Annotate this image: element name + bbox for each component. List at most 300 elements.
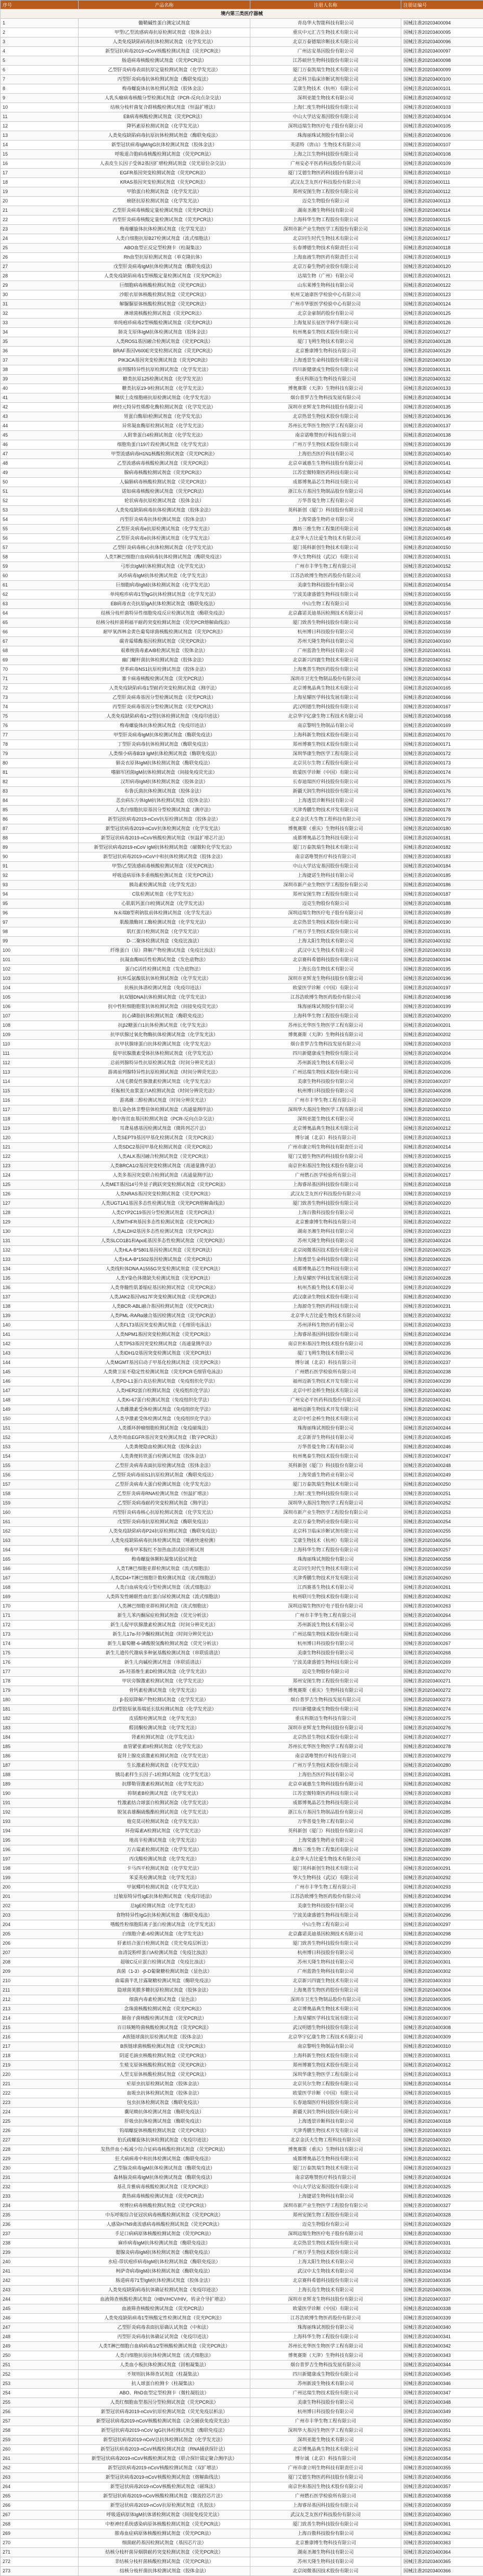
table-row — [1, 1827, 483, 1836]
cell-product-name: EB病毒核酸检测试剂盒（荧光PCR法） — [79, 112, 250, 122]
cell-number: 261 — [1, 2454, 79, 2464]
cell-product-name: 真菌（1-3）-β-D葡聚糖检测试剂盒（显色法） — [79, 1967, 250, 1976]
table-row — [1, 1040, 483, 1049]
cell-registrant: 广州市康立明生物科技有限责任公司 — [250, 2464, 401, 2473]
cell-number: 31 — [1, 300, 79, 309]
cell-registration-number: 国械注准20203400194 — [401, 955, 483, 965]
cell-number: 33 — [1, 318, 79, 328]
cell-registration-number: 国械注准20203400246 — [401, 1443, 483, 1452]
cell-product-name: 环孢霉素A检测试剂盒（化学发光法） — [79, 1827, 250, 1836]
table-row — [1, 1096, 483, 1105]
table-row — [1, 1986, 483, 1995]
cell-product-name: 呼吸道病原体多重核酸检测试剂盒（荧光PCR法） — [79, 871, 250, 881]
cell-product-name: 新型冠状病毒2019-nCoV抗原检测试剂盒（荧光免疫层析法） — [79, 2407, 250, 2417]
cell-registrant: 重庆中元汇吉生物技术有限公司 — [250, 28, 401, 37]
table-row — [1, 1714, 483, 1724]
table-row — [1, 1180, 483, 1190]
cell-registrant: 长春迪瑞医疗科技股份有限公司 — [250, 2098, 401, 2108]
cell-number: 254 — [1, 2389, 79, 2398]
table-row — [1, 2108, 483, 2117]
table-row — [1, 965, 483, 974]
cell-registration-number: 国械注准20203400167 — [401, 703, 483, 712]
cell-number: 217 — [1, 2042, 79, 2051]
table-row — [1, 384, 483, 393]
cell-product-name: 乙型肝炎病毒表面抗原检测试剂盒（胶体金法） — [79, 1461, 250, 1471]
cell-product-name: 抑制素B检测试剂盒（化学发光法） — [79, 1789, 250, 1799]
cell-registration-number: 国械注准20203400156 — [401, 600, 483, 609]
cell-registration-number: 国械注准20203400204 — [401, 1049, 483, 1059]
cell-registrant: 上海星耀医学科技发展有限公司 — [250, 2014, 401, 2023]
cell-registrant: 万华普曼生物工程有限公司 — [250, 1817, 401, 1827]
table-row — [1, 1892, 483, 1902]
table-row — [1, 403, 483, 412]
table-row — [1, 787, 483, 796]
cell-registrant: 北京卓诚惠生生物科技股份有限公司 — [250, 1780, 401, 1789]
cell-registration-number: 国械注准20203400112 — [401, 187, 483, 197]
cell-number: 208 — [1, 1958, 79, 1967]
cell-number: 230 — [1, 2164, 79, 2173]
cell-registration-number: 国械注准20203400184 — [401, 862, 483, 871]
cell-registration-number: 国械注准20203400321 — [401, 2145, 483, 2154]
table-row — [1, 2492, 483, 2501]
cell-registration-number: 国械注准20203400340 — [401, 2323, 483, 2332]
cell-number: 229 — [1, 2154, 79, 2164]
cell-number: 80 — [1, 759, 79, 768]
cell-number: 271 — [1, 2548, 79, 2557]
cell-product-name: 人类阵发性睡眠性血红蛋白尿检测试剂盒（流式细胞法） — [79, 1592, 250, 1602]
cell-number: 237 — [1, 2229, 79, 2239]
table-row — [1, 1995, 483, 2005]
table-row — [1, 2276, 483, 2286]
cell-registrant: 杭州博日科技股份有限公司 — [250, 1087, 401, 1096]
cell-registration-number: 国械注准20203400171 — [401, 740, 483, 749]
cell-registrant: 郑州安图生物工程股份有限公司 — [250, 1677, 401, 1686]
table-body — [1, 9, 483, 2576]
cell-registration-number: 国械注准20203400168 — [401, 712, 483, 721]
cell-number: 188 — [1, 1770, 79, 1780]
cell-registration-number: 国械注准20203400291 — [401, 1864, 483, 1873]
cell-number: 75 — [1, 712, 79, 721]
cell-number: 272 — [1, 2557, 79, 2567]
cell-registrant: 广州万孚生物技术股份有限公司 — [250, 1761, 401, 1770]
table-row — [1, 234, 483, 244]
table-row — [1, 1227, 483, 1236]
table-row — [1, 2417, 483, 2426]
table-row — [1, 2023, 483, 2033]
cell-number: 125 — [1, 1180, 79, 1190]
cell-product-name: 人偏肺病毒核酸检测试剂盒（荧光PCR法） — [79, 478, 250, 487]
table-row — [1, 852, 483, 862]
cell-registration-number: 国械注准20203400222 — [401, 1218, 483, 1227]
cell-registration-number: 国械注准20203400200 — [401, 1012, 483, 1021]
cell-product-name: 人类免疫缺陷病毒1型耐药突变检测试剂盒（测序法） — [79, 684, 250, 693]
cell-product-name: 埃博拉病毒核酸检测试剂盒（荧光PCR法） — [79, 2201, 250, 2211]
cell-product-name: 甲型流感病毒H1N1核酸检测试剂盒（荧光PCR法） — [79, 450, 250, 459]
cell-number: 63 — [1, 600, 79, 609]
cell-number: 162 — [1, 1527, 79, 1536]
cell-product-name: 人类白细胞抗原抗体检测试剂盒（流式细胞法） — [79, 2351, 250, 2361]
cell-registrant: 成都博奥晶芯生物科技有限公司 — [250, 1265, 401, 1274]
cell-product-name: 新生儿苯丙酮尿症检测试剂盒（荧光分析法） — [79, 1611, 250, 1621]
cell-registration-number: 国械注准20203400276 — [401, 1724, 483, 1733]
cell-registration-number: 国械注准20203400179 — [401, 815, 483, 824]
cell-number: 259 — [1, 2435, 79, 2445]
cell-registration-number: 国械注准20203400328 — [401, 2211, 483, 2220]
table-row — [1, 562, 483, 571]
cell-number: 36 — [1, 347, 79, 356]
cell-registrant: 成都博奥晶芯生物科技有限公司 — [250, 834, 401, 843]
table-row — [1, 1218, 483, 1227]
cell-product-name: 总前列腺特异性抗原检测试剂盒（时间分辨荧光法） — [79, 1059, 250, 1068]
table-row — [1, 1508, 483, 1517]
cell-registration-number: 国械注准20203400178 — [401, 806, 483, 815]
cell-registrant: 珠海丽珠试剂股份有限公司 — [250, 131, 401, 141]
cell-product-name: 过敏原特异性IgE抗体检测试剂盒（免疫印迹法） — [79, 1892, 250, 1902]
cell-registrant: 郑州安图生物工程股份有限公司 — [250, 890, 401, 899]
cell-number: 115 — [1, 1087, 79, 1096]
cell-number: 152 — [1, 1433, 79, 1443]
cell-registrant: 上海仁度生物科技股份有限公司 — [250, 103, 401, 112]
cell-number: 225 — [1, 2117, 79, 2126]
cell-registration-number: 国械注准20203400192 — [401, 937, 483, 946]
cell-registrant: 福州迈新生物技术开发有限公司 — [250, 1377, 401, 1386]
cell-number: 76 — [1, 721, 79, 731]
cell-number: 171 — [1, 1611, 79, 1621]
table-row — [1, 731, 483, 740]
table-row — [1, 2061, 483, 2070]
cell-number: 256 — [1, 2407, 79, 2417]
table-row — [1, 2005, 483, 2014]
cell-product-name: 黄热病毒核酸检测试剂盒（荧光PCR法） — [79, 2192, 250, 2201]
cell-product-name: 巨细胞病毒核酸检测试剂盒（荧光PCR法） — [79, 281, 250, 290]
cell-registration-number: 国械注准20203400172 — [401, 749, 483, 759]
cell-product-name: 血液筛查核酸检测试剂盒（荧光PCR法） — [79, 2304, 250, 2314]
cell-registrant: 广州市康立明生物科技有限责任公司 — [250, 1143, 401, 1152]
cell-product-name: 他克莫司检测试剂盒（化学发光法） — [79, 1817, 250, 1827]
cell-registration-number: 国械注准20203400182 — [401, 843, 483, 852]
cell-registration-number: 国械注准20203400124 — [401, 300, 483, 309]
cell-number: 252 — [1, 2370, 79, 2379]
cell-product-name: BRAF基因V600E突变检测试剂盒（荧光PCR法） — [79, 347, 250, 356]
cell-number: 56 — [1, 534, 79, 543]
cell-registration-number: 国械注准20203400252 — [401, 1499, 483, 1508]
cell-registrant: 迈克生物股份有限公司 — [250, 899, 401, 909]
cell-registration-number: 国械注准20203400226 — [401, 1255, 483, 1265]
cell-product-name: 肌红蛋白检测试剂盒（化学发光法） — [79, 927, 250, 937]
cell-registrant: 湖南圣湘生物科技有限公司 — [250, 1227, 401, 1236]
cell-registrant: 武汉中太生物技术有限公司 — [250, 2267, 401, 2276]
cell-product-name: 胰岛素检测试剂盒（化学发光法） — [79, 881, 250, 890]
cell-registration-number: 国械注准20203400108 — [401, 150, 483, 159]
cell-number: 4 — [1, 47, 79, 56]
cell-registrant: 上海科华生物工程股份有限公司 — [250, 1546, 401, 1555]
cell-registrant: 江苏浩欧博生物医药股份有限公司 — [250, 571, 401, 581]
cell-registration-number: 国械注准20203400339 — [401, 2314, 483, 2323]
cell-product-name: 人类HLA-B*5801基因检测试剂盒（荧光PCR法） — [79, 1246, 250, 1255]
cell-product-name: 丙戊酸检测试剂盒（化学发光法） — [79, 1855, 250, 1864]
table-row — [1, 1536, 483, 1546]
cell-number: 21 — [1, 206, 79, 215]
cell-registration-number: 国械注准20203400196 — [401, 974, 483, 984]
table-row — [1, 1855, 483, 1864]
cell-product-name: 结核分枝杆菌异烟肼耐药突变检测试剂盒（荧光PCR法） — [79, 2548, 250, 2557]
cell-registration-number: 国械注准20203400249 — [401, 1471, 483, 1480]
cell-registrant: 北京新羿生物科技有限公司 — [250, 1433, 401, 1443]
table-row — [1, 646, 483, 656]
cell-product-name: A族链球菌抗原检测试剂盒（胶体金法） — [79, 2033, 250, 2042]
cell-number: 90 — [1, 852, 79, 862]
table-row — [1, 909, 483, 918]
cell-number: 109 — [1, 1030, 79, 1040]
cell-number: 203 — [1, 1911, 79, 1920]
cell-product-name: 诺如病毒核酸检测试剂盒（荧光PCR法） — [79, 487, 250, 496]
cell-registration-number: 国械注准20203400134 — [401, 393, 483, 403]
cell-registrant: 珠海丽珠试剂股份有限公司 — [250, 2323, 401, 2332]
cell-registrant: 杭州博日科技股份有限公司 — [250, 1948, 401, 1958]
cell-registration-number: 国械注准20203400221 — [401, 1208, 483, 1218]
cell-product-name: 单纯疱疹病毒1型IgG抗体检测试剂盒（化学发光法） — [79, 590, 250, 600]
cell-registration-number: 国械注准20203400250 — [401, 1480, 483, 1489]
table-row — [1, 75, 483, 84]
table-row — [1, 1115, 483, 1124]
cell-product-name: 疟原虫抗原检测试剂盒（胶体金法） — [79, 2080, 250, 2089]
cell-registrant: 北京雅康博生物科技有限公司 — [250, 1218, 401, 1227]
cell-number: 67 — [1, 637, 79, 646]
cell-number: 166 — [1, 1564, 79, 1574]
cell-registration-number: 国械注准20203400258 — [401, 1555, 483, 1564]
table-row — [1, 1546, 483, 1555]
cell-number: 164 — [1, 1546, 79, 1555]
cell-number: 17 — [1, 169, 79, 178]
cell-registration-number: 国械注准20203400101 — [401, 84, 483, 94]
cell-number: 260 — [1, 2445, 79, 2454]
cell-registration-number: 国械注准20203400253 — [401, 1508, 483, 1517]
table-row — [1, 1021, 483, 1030]
cell-registration-number: 国械注准20203400129 — [401, 347, 483, 356]
cell-registration-number: 国械注准20203400206 — [401, 1068, 483, 1077]
table-row — [1, 806, 483, 815]
cell-registrant: 长春博德生物技术有限责任公司 — [250, 244, 401, 253]
cell-registration-number: 国械注准20203400163 — [401, 665, 483, 674]
cell-number: 191 — [1, 1799, 79, 1808]
table-row — [1, 2220, 483, 2229]
cell-registrant: 深圳市亚辉龙生物科技股份有限公司 — [250, 2295, 401, 2304]
cell-number: 176 — [1, 1658, 79, 1667]
cell-registrant: 上海星耀医学科技发展有限公司 — [250, 693, 401, 703]
cell-registrant: 杭州联川生物技术股份有限公司 — [250, 1592, 401, 1602]
cell-product-name: 纤维蛋白（原）降解产物检测试剂盒（免疫比浊法） — [79, 946, 250, 955]
cell-registration-number: 国械注准20203400326 — [401, 2192, 483, 2201]
cell-product-name: 地中海贫血基因检测试剂盒（PCR-反向点杂交法） — [79, 1115, 250, 1124]
cell-registration-number: 国械注准20203400138 — [401, 431, 483, 440]
cell-registration-number: 国械注准20203400117 — [401, 234, 483, 244]
cell-product-name: 人类MET基因14号外显子跳跃突变检测试剂盒（荧光PCR法） — [79, 1180, 250, 1190]
cell-product-name: 总IgE检测试剂盒（化学发光法） — [79, 1902, 250, 1911]
cell-number: 133 — [1, 1255, 79, 1265]
cell-product-name: 柯萨奇病毒IgM抗体检测试剂盒（酶联免疫法） — [79, 2267, 250, 2276]
cell-number: 234 — [1, 2201, 79, 2211]
table-row — [1, 393, 483, 403]
cell-registrant: 苏州长光华医生物医学工程有限公司 — [250, 1742, 401, 1752]
cell-registration-number: 国械注准20203400365 — [401, 2557, 483, 2567]
cell-registration-number: 国械注准20203400151 — [401, 553, 483, 562]
cell-product-name: 新型冠状病毒2019-nCoV核酸检测试剂盒（荧光PCR法） — [79, 47, 250, 56]
cell-product-name: 登革病毒NS1抗原检测试剂盒（胶体金法） — [79, 665, 250, 674]
cell-product-name: 肝素结合蛋白检测试剂盒（荧光免疫层析法） — [79, 1939, 250, 1948]
table-row — [1, 955, 483, 965]
cell-registration-number: 国械注准20203400105 — [401, 122, 483, 131]
cell-product-name: 人类免疫缺陷病毒1+2型抗体检测试剂盒（免疫印迹法） — [79, 712, 250, 721]
cell-registrant: 上海太阳生物技术有限公司 — [250, 2258, 401, 2267]
cell-registration-number: 国械注准20203400229 — [401, 1283, 483, 1293]
cell-registrant: 北京科卫临床诊断试剂有限公司 — [250, 75, 401, 84]
cell-registration-number: 国械注准20203400314 — [401, 2080, 483, 2089]
cell-registration-number: 国械注准20203400203 — [401, 1040, 483, 1049]
cell-product-name: 肌酸激酶同工酶检测试剂盒（化学发光法） — [79, 918, 250, 927]
cell-registration-number: 国械注准20203400110 — [401, 169, 483, 178]
cell-registration-number: 国械注准20203400236 — [401, 1349, 483, 1358]
cell-product-name: 寨卡病毒核酸检测试剂盒（荧光PCR法） — [79, 674, 250, 684]
cell-product-name: 人类循环肿瘤细胞检测试剂盒（免疫磁珠法） — [79, 1424, 250, 1433]
table-row — [1, 2229, 483, 2239]
cell-number: 128 — [1, 1208, 79, 1218]
table-row — [1, 1396, 483, 1405]
cell-registrant: 厦门英科新创生物技术有限公司 — [250, 543, 401, 553]
table-row — [1, 37, 483, 47]
table-row — [1, 1976, 483, 1986]
cell-registration-number: 国械注准20203400232 — [401, 1311, 483, 1321]
cell-registration-number: 国械注准20203400290 — [401, 1855, 483, 1864]
cell-number: 243 — [1, 2286, 79, 2295]
table-row — [1, 674, 483, 684]
cell-registration-number: 国械注准20203400261 — [401, 1583, 483, 1592]
cell-registration-number: 国械注准20203400186 — [401, 881, 483, 890]
cell-registrant: 上海科华生物工程股份有限公司 — [250, 1012, 401, 1021]
cell-number: 19 — [1, 187, 79, 197]
cell-product-name: 新型冠状病毒2019-nCoV抗原检测试剂盒（乳胶法） — [79, 2501, 250, 2510]
cell-number: 7 — [1, 75, 79, 84]
cell-registration-number: 国械注准20203400360 — [401, 2510, 483, 2520]
cell-registrant: 广州燃石医学检验所有限公司 — [250, 1171, 401, 1180]
cell-number: 168 — [1, 1583, 79, 1592]
cell-number: 68 — [1, 646, 79, 656]
cell-number: 94 — [1, 890, 79, 899]
cell-product-name: 皮质醇检测试剂盒（化学发光法） — [79, 1714, 250, 1724]
cell-product-name: 人类线粒体DNA A1555G突变检测试剂盒（荧光PCR法） — [79, 1265, 250, 1274]
cell-product-name: 人类Y染色体微缺失检测试剂盒（荧光PCR法） — [79, 1274, 250, 1283]
table-row — [1, 1087, 483, 1096]
cell-product-name: 甲胎蛋白检测试剂盒（化学发光法） — [79, 187, 250, 197]
cell-number: 93 — [1, 881, 79, 890]
cell-product-name: 性激素结合球蛋白检测试剂盒（化学发光法） — [79, 1799, 250, 1808]
cell-registrant: 美康生物科技股份有限公司 — [250, 2398, 401, 2407]
table-row — [1, 1789, 483, 1799]
cell-product-name: 甲氨蝶呤检测试剂盒（化学发光法） — [79, 1883, 250, 1892]
table-row — [1, 2258, 483, 2267]
cell-registration-number: 国械注准20203400336 — [401, 2286, 483, 2295]
cell-registrant: 上海透景生命科技股份有限公司 — [250, 1255, 401, 1265]
cell-registrant: 上海捷诺生物科技有限公司 — [250, 2192, 401, 2201]
cell-registrant: 新疆天润生物科技股份有限公司 — [250, 787, 401, 796]
table-row — [1, 187, 483, 197]
cell-product-name: Rh血型抗原检测试剂盒（单克隆抗体） — [79, 253, 250, 262]
cell-registrant: 武汉康录生物技术股份有限公司 — [250, 1293, 401, 1302]
cell-registrant: 英科新创（厦门）科技股份有限公司 — [250, 1827, 401, 1836]
table-row — [1, 740, 483, 749]
cell-product-name: 人类雌激素受体检测试剂盒（免疫组织化学法） — [79, 1405, 250, 1414]
table-row — [1, 2154, 483, 2164]
cell-product-name: 人类JAK2基因V617F突变检测试剂盒（荧光PCR法） — [79, 1293, 250, 1302]
table-row — [1, 2164, 483, 2173]
cell-number: 96 — [1, 909, 79, 918]
table-row — [1, 422, 483, 431]
cell-registrant: 上海科华生物工程股份有限公司 — [250, 2332, 401, 2342]
cell-registration-number: 国械注准20203400149 — [401, 534, 483, 543]
table-row — [1, 937, 483, 946]
cell-registration-number: 国械注准20203400266 — [401, 1630, 483, 1639]
cell-registration-number: 国械注准20203400121 — [401, 272, 483, 281]
cell-number: 268 — [1, 2520, 79, 2529]
cell-number: 231 — [1, 2173, 79, 2183]
cell-registration-number: 国械注准20203400310 — [401, 2042, 483, 2051]
cell-product-name: 脱氢表雄酮硫酸酯检测试剂盒（化学发光法） — [79, 1808, 250, 1817]
table-row — [1, 2379, 483, 2389]
cell-registration-number: 国械注准20203400293 — [401, 1883, 483, 1892]
cell-registration-number: 国械注准20203400366 — [401, 2567, 483, 2576]
cell-registration-number: 国械注准20203400177 — [401, 796, 483, 806]
cell-product-name: 总I型胶原氨基端延长肽检测试剂盒（化学发光法） — [79, 1705, 250, 1714]
cell-product-name: 人类微卫星不稳定性检测试剂盒（荧光PCR毛细管电泳法） — [79, 1368, 250, 1377]
cell-product-name: 乙型肝炎病毒核心抗体检测试剂盒（化学发光法） — [79, 543, 250, 553]
cell-product-name: 碳青霉烯酶基因检测试剂盒（荧光PCR法） — [79, 637, 250, 646]
cell-product-name: 脓毒血症病原体核酸检测试剂盒（荧光PCR法） — [79, 2529, 250, 2539]
cell-number: 107 — [1, 1012, 79, 1021]
table-row — [1, 2286, 483, 2295]
cell-product-name: 呼吸道合胞病毒核酸检测试剂盒（荧光PCR法） — [79, 150, 250, 159]
cell-product-name: 人类MGMT基因启动子甲基化检测试剂盒（荧光PCR法） — [79, 1358, 250, 1368]
cell-registrant: 广州燃石医学检验所有限公司 — [250, 2492, 401, 2501]
cell-registration-number: 国械注准20203400354 — [401, 2454, 483, 2464]
cell-registration-number: 国械注准20203400259 — [401, 1564, 483, 1574]
cell-registrant: 福州迈新生物技术开发有限公司 — [250, 1405, 401, 1414]
cell-registration-number: 国械注准20203400302 — [401, 1967, 483, 1976]
cell-registration-number: 国械注准20203400153 — [401, 571, 483, 581]
cell-registrant: 北京贝尔生物工程股份有限公司 — [250, 759, 401, 768]
cell-registrant: 上海睿昂基因科技股份有限公司 — [250, 2501, 401, 2510]
table-row — [1, 1724, 483, 1733]
cell-registration-number: 国械注准20203400159 — [401, 628, 483, 637]
cell-product-name: 包虫抗体检测试剂盒（酶联免疫法） — [79, 2098, 250, 2108]
cell-registrant: 达瑞生物（广州）有限公司 — [250, 272, 401, 281]
cell-number: 74 — [1, 703, 79, 712]
cell-registration-number: 国械注准20203400362 — [401, 2529, 483, 2539]
cell-number: 269 — [1, 2529, 79, 2539]
cell-number: 174 — [1, 1639, 79, 1649]
cell-number: 85 — [1, 806, 79, 815]
cell-registrant: 博奥赛斯（天津）生物科技有限公司 — [250, 384, 401, 393]
table-row — [1, 1564, 483, 1574]
table-row — [1, 834, 483, 843]
table-row — [1, 2070, 483, 2080]
cell-registration-number: 国械注准20203400162 — [401, 656, 483, 665]
cell-registration-number: 国械注准20203400169 — [401, 721, 483, 731]
table-row — [1, 600, 483, 609]
cell-registrant: 北京金沃夫生物工程科技有限公司 — [250, 2136, 401, 2145]
table-row — [1, 815, 483, 824]
cell-registration-number: 国械注准20203400234 — [401, 1330, 483, 1340]
cell-registrant: 北京华宇亿康生物工程技术有限公司 — [250, 712, 401, 721]
cell-product-name: 促甲状腺激素受体抗体检测试剂盒（化学发光法） — [79, 1049, 250, 1059]
